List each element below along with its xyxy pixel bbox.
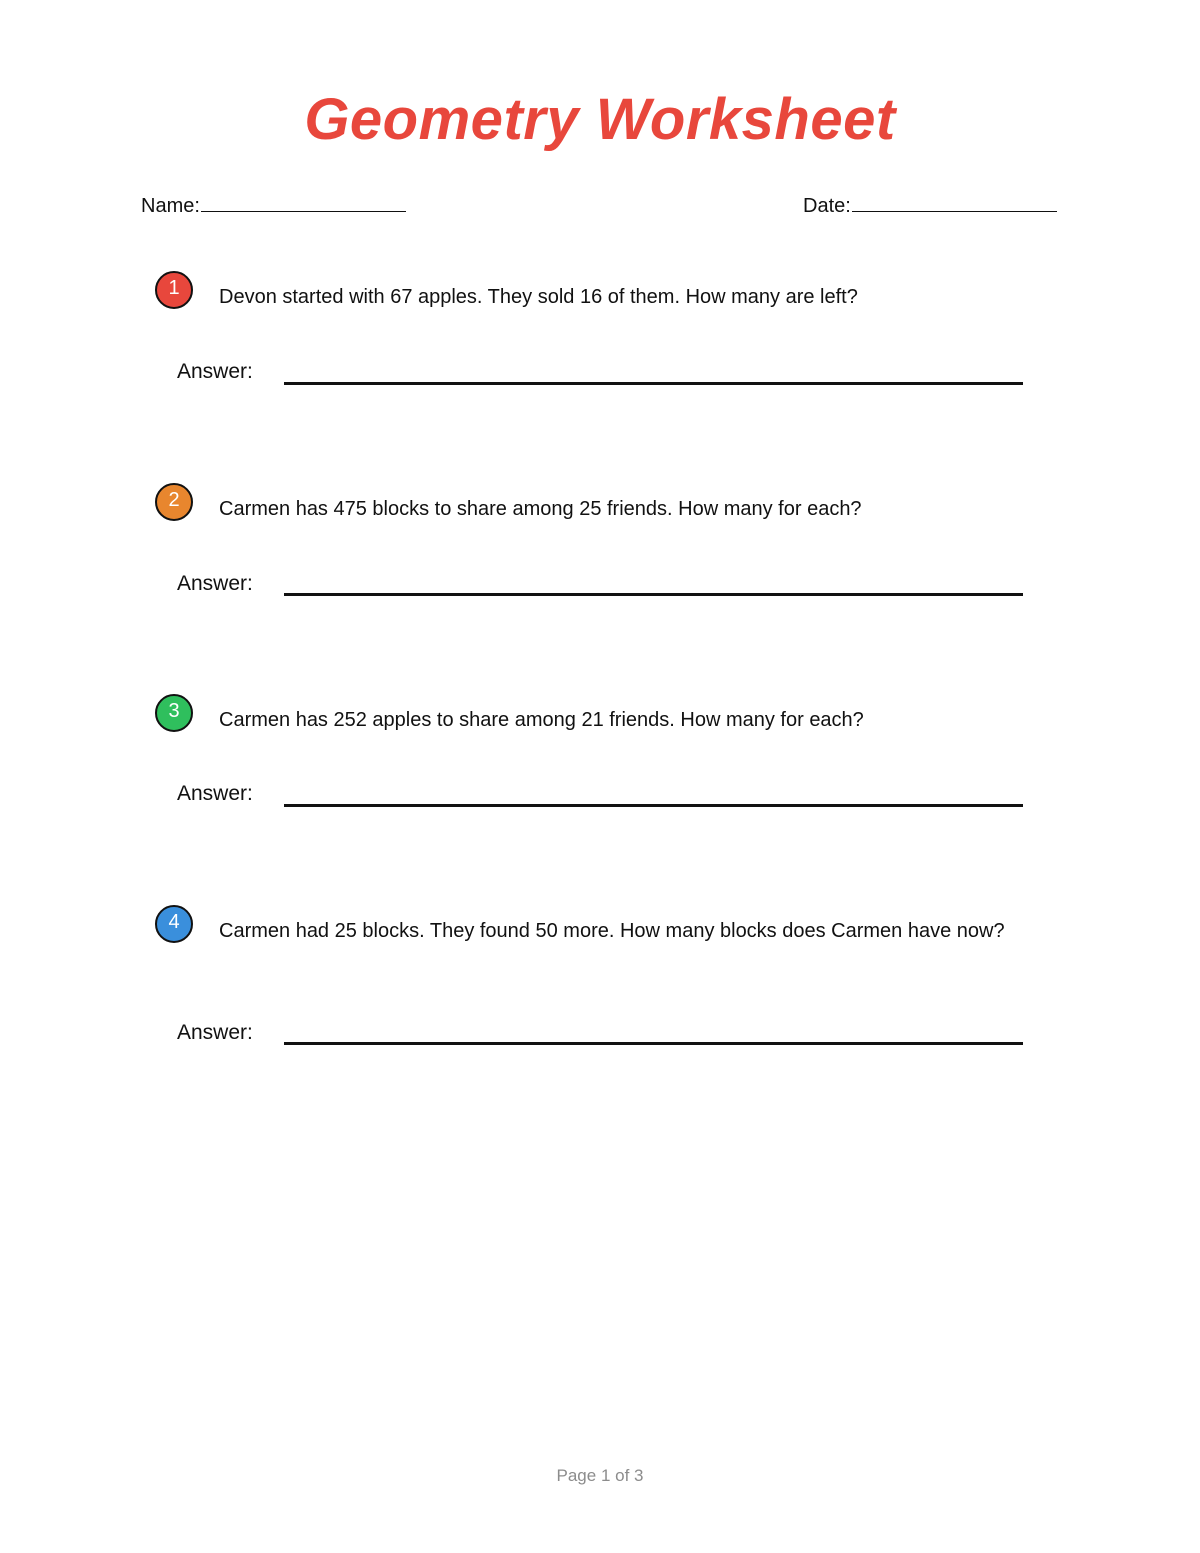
question-number-badge: 1 bbox=[155, 271, 193, 309]
date-blank-line[interactable] bbox=[852, 193, 1057, 212]
question-number-badge: 3 bbox=[155, 694, 193, 732]
answer-line[interactable] bbox=[284, 382, 1023, 385]
name-field[interactable] bbox=[141, 193, 406, 218]
worksheet-title: Geometry Worksheet bbox=[304, 87, 896, 152]
answer-label: Answer: bbox=[177, 360, 253, 383]
date-field[interactable] bbox=[803, 193, 1057, 218]
answer-line[interactable] bbox=[284, 593, 1023, 596]
question-number-badge: 4 bbox=[155, 905, 193, 943]
answer-line[interactable] bbox=[284, 804, 1023, 807]
question-text: Carmen has 475 blocks to share among 25 friends. How many for each? bbox=[219, 498, 862, 520]
answer-line[interactable] bbox=[284, 1042, 1023, 1045]
date-label: Date: bbox=[803, 195, 851, 217]
question-text: Carmen had 25 blocks. They found 50 more. How many blocks does Carmen have now? bbox=[219, 920, 1005, 942]
answer-label: Answer: bbox=[177, 782, 253, 805]
name-label: Name: bbox=[141, 195, 200, 217]
name-blank-line[interactable] bbox=[201, 193, 406, 212]
answer-label: Answer: bbox=[177, 1021, 253, 1044]
question-text: Carmen has 252 apples to share among 21 friends. How many for each? bbox=[219, 709, 864, 731]
answer-label: Answer: bbox=[177, 572, 253, 595]
question-text: Devon started with 67 apples. They sold 16 of them. How many are left? bbox=[219, 286, 858, 308]
question-number-badge: 2 bbox=[155, 483, 193, 521]
page-number: Page 1 of 3 bbox=[556, 1466, 644, 1485]
